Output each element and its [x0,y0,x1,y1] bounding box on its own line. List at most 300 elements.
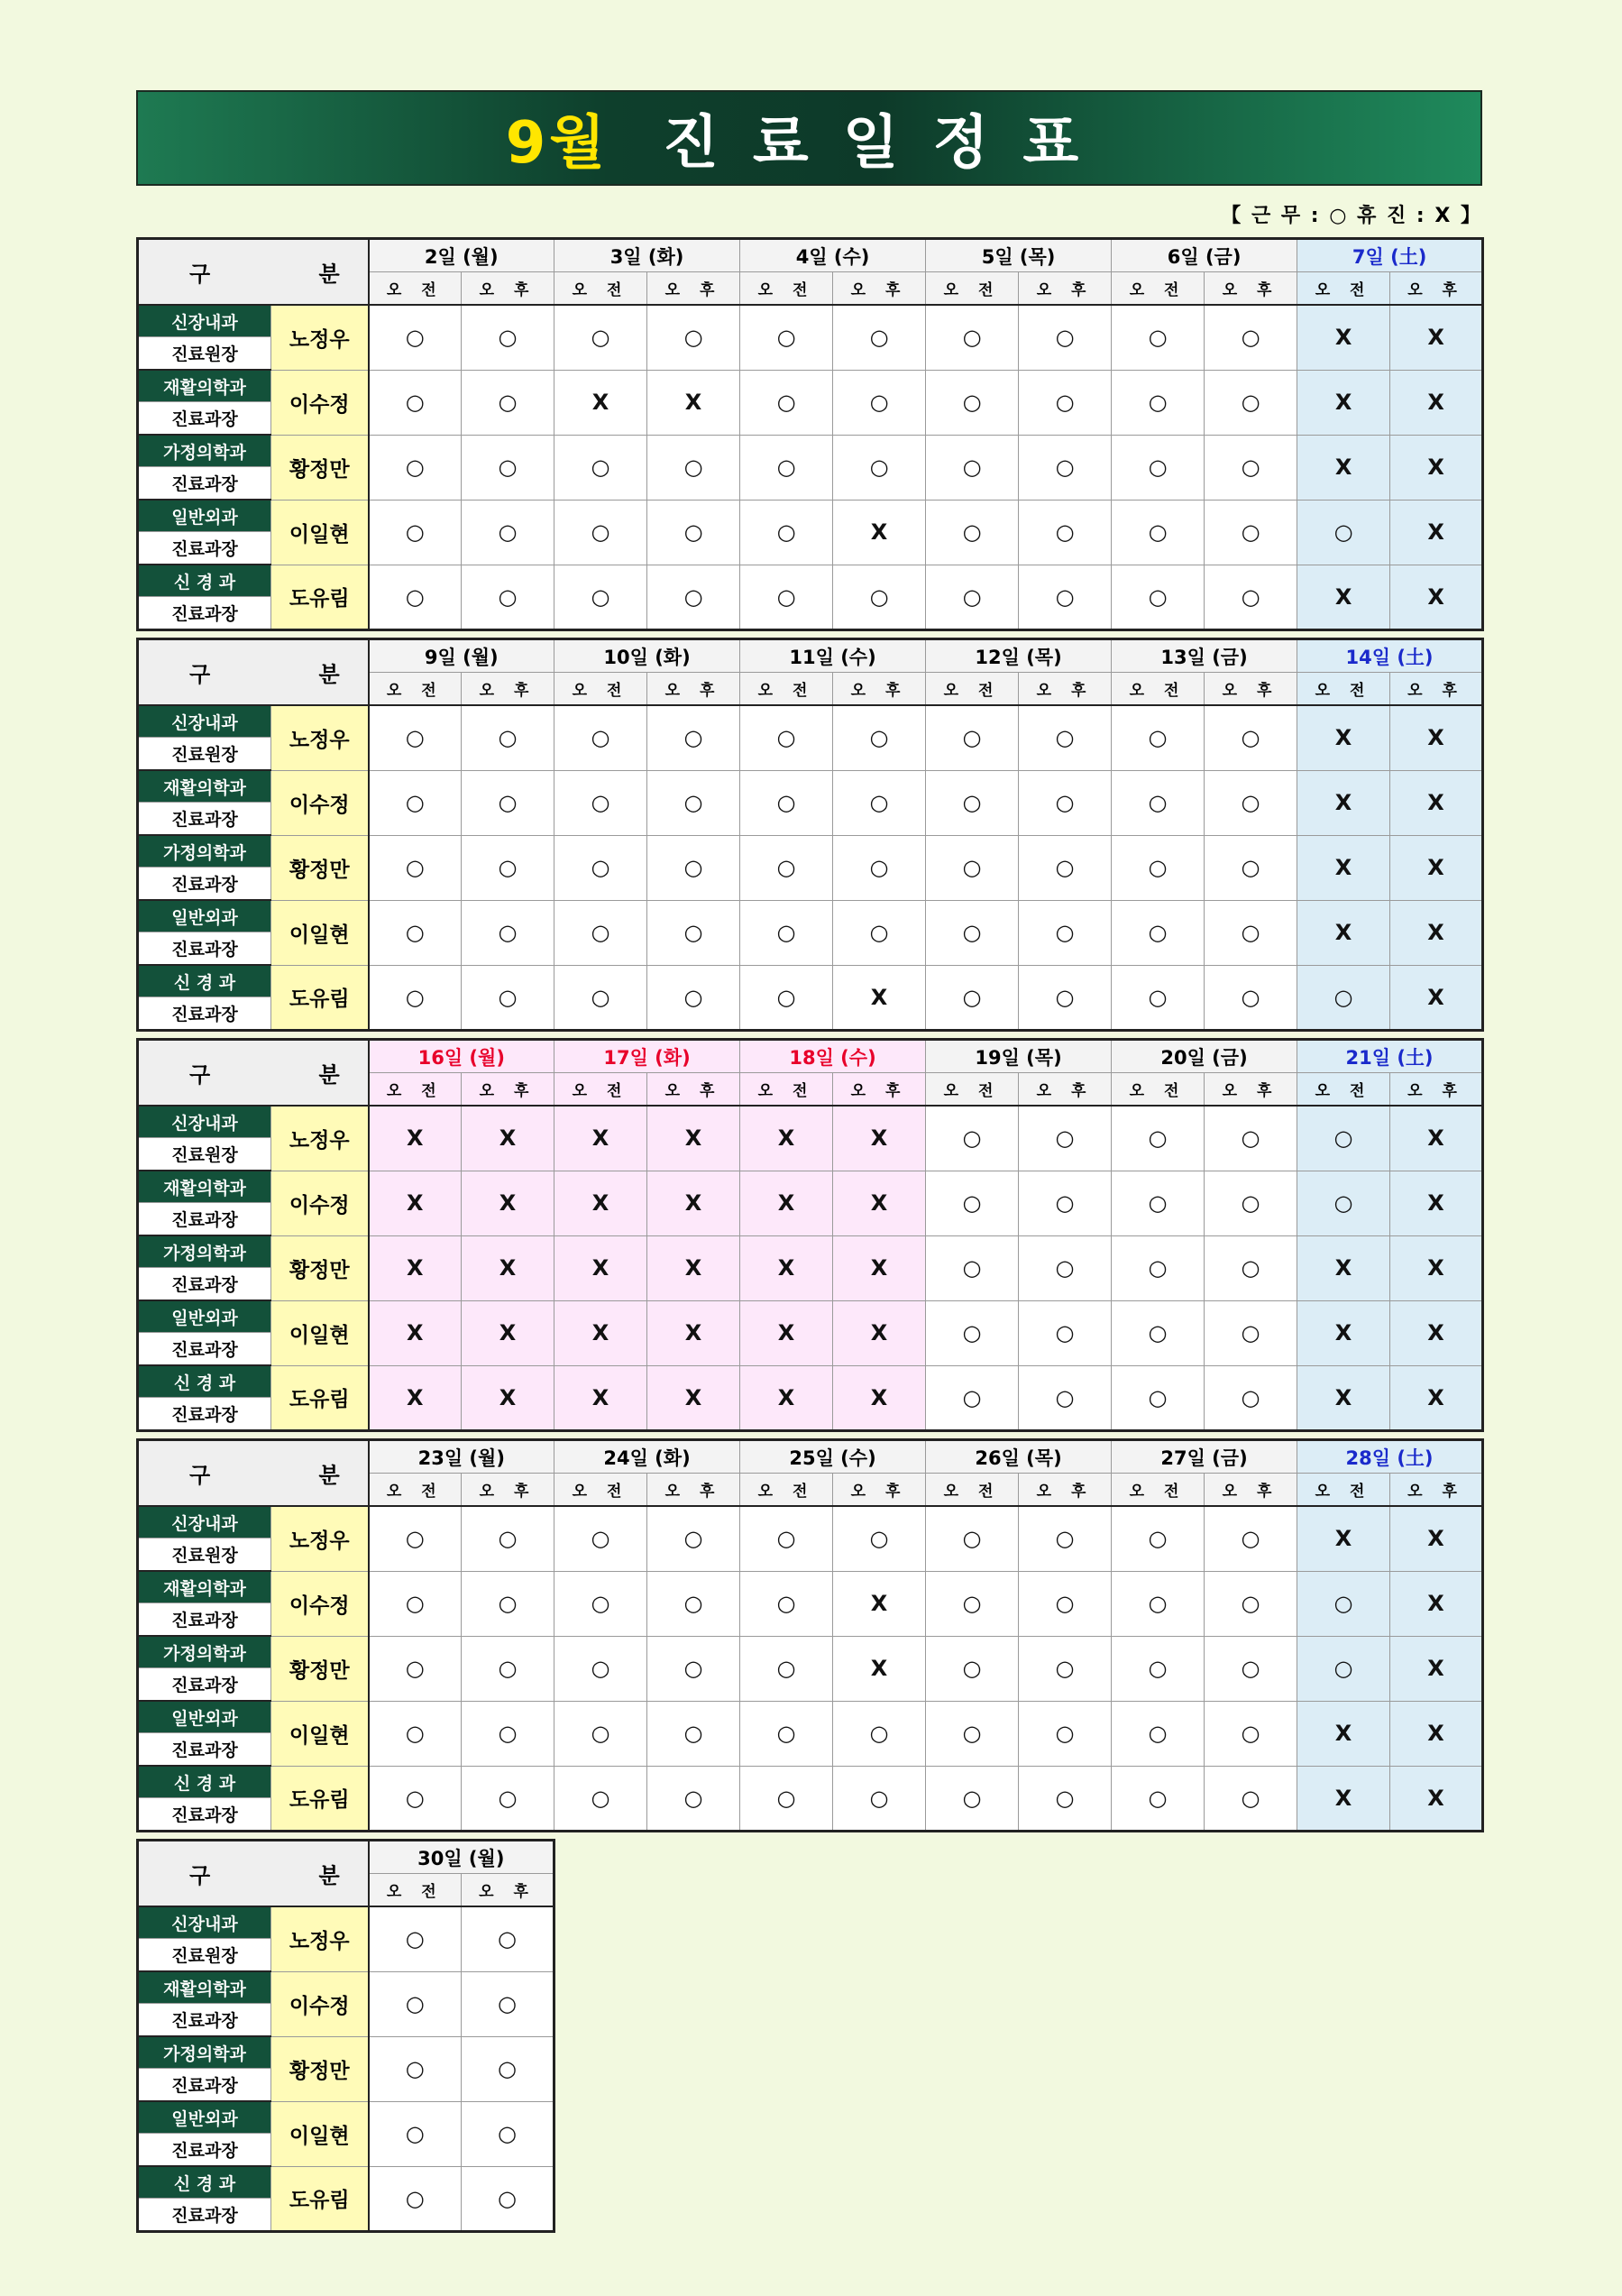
am-header: 오 전 [369,1874,462,1907]
schedule-mark: ○ [554,900,647,965]
schedule-mark: ○ [1019,1701,1112,1766]
pm-header: 오 후 [1205,272,1297,306]
schedule-mark: ○ [1019,965,1112,1031]
schedule-mark: ○ [1205,1636,1297,1701]
schedule-mark: ○ [647,1701,740,1766]
day-header: 27일 (금) [1112,1440,1297,1474]
schedule-mark: ○ [647,305,740,370]
schedule-mark: ○ [369,565,462,630]
doctor-name: 이수정 [271,770,369,835]
schedule-mark: X [1390,1571,1483,1636]
position-label: 진료과장 [138,1203,271,1236]
am-header: 오 전 [1297,272,1390,306]
schedule-mark: ○ [1297,1636,1390,1701]
schedule-mark: ○ [647,500,740,565]
day-header: 26일 (목) [926,1440,1112,1474]
schedule-mark: ○ [369,965,462,1031]
schedule-mark: ○ [1205,370,1297,435]
schedule-mark: X [1297,305,1390,370]
am-header: 오 전 [369,673,462,706]
schedule-mark: X [462,1365,554,1431]
schedule-mark: ○ [1112,500,1205,565]
department-label: 가정의학과 [138,835,271,868]
schedule-mark: ○ [926,1300,1019,1365]
position-label: 진료과장 [138,2069,271,2102]
am-header: 오 전 [740,272,833,306]
schedule-mark: ○ [554,835,647,900]
position-label: 진료원장 [138,1138,271,1171]
title-month: 9월 [505,110,609,177]
schedule-mark: X [1297,1235,1390,1300]
day-header: 19일 (목) [926,1040,1112,1073]
department-label: 신장내과 [138,705,271,738]
schedule-mark: ○ [1019,770,1112,835]
week-table [136,1438,1484,1832]
position-label: 진료과장 [138,2134,271,2167]
schedule-mark: ○ [740,435,833,500]
am-header: 오 전 [1297,673,1390,706]
schedule-mark: ○ [1205,900,1297,965]
schedule-mark: ○ [554,965,647,1031]
schedule-mark: ○ [462,2101,554,2166]
week-table [136,638,1484,1032]
schedule-mark: ○ [926,965,1019,1031]
schedule-mark: ○ [1112,965,1205,1031]
department-label: 일반외과 [138,900,271,932]
schedule-mark: ○ [369,2036,462,2101]
schedule-mark: X [1390,1766,1483,1832]
doctor-name: 노정우 [271,705,369,770]
day-header: 7일 (土) [1297,239,1483,272]
schedule-mark: ○ [1112,705,1205,770]
schedule-mark: X [1297,705,1390,770]
gubun-header: 구 분 [138,1440,369,1507]
schedule-mark: ○ [647,435,740,500]
schedule-mark: ○ [462,305,554,370]
schedule-mark: ○ [833,900,926,965]
department-label: 신장내과 [138,305,271,337]
schedule-mark: X [1390,770,1483,835]
day-header: 24일 (화) [554,1440,740,1474]
position-label: 진료과장 [138,1268,271,1301]
schedule-mark: ○ [369,770,462,835]
doctor-name: 이수정 [271,1171,369,1235]
day-header: 13일 (금) [1112,639,1297,673]
pm-header: 오 후 [833,1474,926,1507]
am-header: 오 전 [369,272,462,306]
schedule-mark: ○ [1019,370,1112,435]
schedule-mark: ○ [369,435,462,500]
pm-header: 오 후 [1019,272,1112,306]
schedule-mark: ○ [462,965,554,1031]
pm-header: 오 후 [462,1874,554,1907]
schedule-mark: ○ [1205,1766,1297,1832]
schedule-mark: ○ [1019,1300,1112,1365]
day-header: 30일 (월) [369,1841,554,1874]
department-label: 일반외과 [138,1701,271,1733]
am-header: 오 전 [926,1073,1019,1107]
schedule-mark: ○ [740,1636,833,1701]
schedule-mark: X [1297,1506,1390,1571]
schedule-mark: ○ [369,1636,462,1701]
am-header: 오 전 [554,1073,647,1107]
schedule-mark: ○ [1112,900,1205,965]
schedule-mark: X [833,1171,926,1235]
pm-header: 오 후 [462,272,554,306]
schedule-mark: X [833,1300,926,1365]
am-header: 오 전 [554,673,647,706]
page-title: 진료일정표 [663,110,1113,177]
schedule-mark: ○ [462,565,554,630]
day-header: 9일 (월) [369,639,554,673]
schedule-mark: ○ [1112,835,1205,900]
day-header: 10일 (화) [554,639,740,673]
am-header: 오 전 [740,673,833,706]
doctor-name: 황정만 [271,2036,369,2101]
am-header: 오 전 [926,272,1019,306]
schedule-mark: X [1390,1235,1483,1300]
schedule-mark: ○ [1112,1365,1205,1431]
schedule-mark: ○ [554,1636,647,1701]
doctor-name: 노정우 [271,1506,369,1571]
doctor-name: 이일현 [271,1300,369,1365]
day-header: 2일 (월) [369,239,554,272]
schedule-mark: ○ [1112,1235,1205,1300]
department-label: 가정의학과 [138,1235,271,1268]
schedule-mark: X [462,1235,554,1300]
schedule-mark: ○ [833,835,926,900]
schedule-mark: X [833,1235,926,1300]
schedule-mark: X [369,1235,462,1300]
am-header: 오 전 [1112,673,1205,706]
schedule-mark: ○ [833,770,926,835]
pm-header: 오 후 [462,673,554,706]
department-label: 신 경 과 [138,1766,271,1798]
schedule-mark: ○ [554,705,647,770]
pm-header: 오 후 [1205,1073,1297,1107]
schedule-mark: ○ [647,965,740,1031]
department-label: 재활의학과 [138,1171,271,1203]
gubun-header: 구 분 [138,1841,369,1907]
department-label: 가정의학과 [138,2036,271,2069]
schedule-mark: X [369,1365,462,1431]
schedule-mark: ○ [1112,1571,1205,1636]
pm-header: 오 후 [1019,673,1112,706]
schedule-mark: X [647,1171,740,1235]
schedule-mark: ○ [1205,305,1297,370]
schedule-mark: ○ [926,1506,1019,1571]
schedule-mark: ○ [1205,1365,1297,1431]
schedule-mark: ○ [1205,435,1297,500]
am-header: 오 전 [1112,1474,1205,1507]
schedule-mark: ○ [926,1701,1019,1766]
schedule-mark: X [1390,565,1483,630]
pm-header: 오 후 [1390,1073,1483,1107]
schedule-mark: ○ [740,1506,833,1571]
schedule-mark: X [554,370,647,435]
schedule-mark: ○ [647,1636,740,1701]
schedule-mark: ○ [462,770,554,835]
am-header: 오 전 [1112,1073,1205,1107]
department-label: 가정의학과 [138,1636,271,1668]
position-label: 진료과장 [138,1733,271,1767]
position-label: 진료과장 [138,467,271,501]
schedule-mark: ○ [833,305,926,370]
position-label: 진료과장 [138,2004,271,2037]
schedule-mark: ○ [833,565,926,630]
schedule-mark: ○ [926,900,1019,965]
schedule-mark: ○ [369,370,462,435]
schedule-mark: ○ [647,835,740,900]
schedule-mark: ○ [1205,565,1297,630]
schedule-mark: ○ [554,500,647,565]
schedule-mark: ○ [740,1701,833,1766]
schedule-mark: ○ [1019,565,1112,630]
schedule-mark: X [1297,435,1390,500]
schedule-mark: ○ [369,305,462,370]
schedule-mark: X [1297,565,1390,630]
schedule-mark: X [1390,1701,1483,1766]
doctor-name: 도유림 [271,1365,369,1431]
schedule-mark: X [647,1300,740,1365]
legend: 【 근 무 : ○ 휴 진 : X 】 [1221,205,1482,227]
schedule-mark: ○ [833,1506,926,1571]
position-label: 진료과장 [138,1603,271,1637]
department-label: 일반외과 [138,2101,271,2134]
am-header: 오 전 [926,673,1019,706]
doctor-name: 노정우 [271,1906,369,1971]
schedule-mark: ○ [1297,965,1390,1031]
position-label: 진료원장 [138,738,271,771]
schedule-mark: X [462,1171,554,1235]
department-label: 가정의학과 [138,435,271,467]
position-label: 진료원장 [138,337,271,371]
schedule-mark: X [740,1235,833,1300]
schedule-mark: ○ [1112,1300,1205,1365]
doctor-name: 노정우 [271,1106,369,1171]
day-header: 5일 (목) [926,239,1112,272]
schedule-mark: ○ [1205,500,1297,565]
day-header: 11일 (수) [740,639,926,673]
schedule-mark: ○ [926,1106,1019,1171]
doctor-name: 이일현 [271,900,369,965]
department-label: 일반외과 [138,500,271,532]
schedule-mark: ○ [1112,1506,1205,1571]
position-label: 진료과장 [138,803,271,836]
pm-header: 오 후 [647,673,740,706]
schedule-mark: ○ [1205,1235,1297,1300]
schedule-mark: ○ [462,2166,554,2232]
department-label: 신장내과 [138,1506,271,1538]
pm-header: 오 후 [1390,673,1483,706]
schedule-mark: X [554,1171,647,1235]
schedule-mark: ○ [1205,1506,1297,1571]
pm-header: 오 후 [1390,272,1483,306]
schedule-mark: ○ [369,2166,462,2232]
schedule-mark: ○ [1019,1106,1112,1171]
schedule-mark: ○ [462,1906,554,1971]
schedule-mark: ○ [1019,1365,1112,1431]
schedule-mark: ○ [833,370,926,435]
schedule-mark: ○ [926,835,1019,900]
schedule-mark: ○ [647,565,740,630]
schedule-mark: ○ [1019,835,1112,900]
schedule-mark: ○ [462,1701,554,1766]
schedule-mark: ○ [1205,1571,1297,1636]
schedule-mark: ○ [369,900,462,965]
schedule-mark: ○ [554,1701,647,1766]
pm-header: 오 후 [1205,1474,1297,1507]
schedule-mark: ○ [1205,1171,1297,1235]
schedule-mark: X [1297,1365,1390,1431]
schedule-mark: X [1297,1300,1390,1365]
schedule-mark: ○ [554,305,647,370]
day-header: 23일 (월) [369,1440,554,1474]
schedule-mark: X [1390,1300,1483,1365]
schedule-mark: ○ [369,705,462,770]
title-banner [136,90,1482,186]
schedule-mark: X [647,1235,740,1300]
schedule-mark: ○ [1019,1235,1112,1300]
schedule-mark: ○ [1019,705,1112,770]
schedule-mark: ○ [740,565,833,630]
pm-header: 오 후 [1019,1073,1112,1107]
schedule-mark: ○ [369,1766,462,1832]
schedule-mark: ○ [1112,1636,1205,1701]
schedule-mark: X [740,1300,833,1365]
schedule-mark: ○ [647,1506,740,1571]
pm-header: 오 후 [833,1073,926,1107]
department-label: 재활의학과 [138,370,271,402]
schedule-mark: ○ [740,1571,833,1636]
doctor-name: 이일현 [271,1701,369,1766]
schedule-mark: ○ [740,965,833,1031]
pm-header: 오 후 [833,673,926,706]
schedule-mark: ○ [1205,965,1297,1031]
pm-header: 오 후 [462,1073,554,1107]
schedule-mark: ○ [554,770,647,835]
week-table [136,1839,555,2233]
schedule-mark: ○ [462,370,554,435]
schedule-mark: ○ [1112,1171,1205,1235]
doctor-name: 이수정 [271,1571,369,1636]
department-label: 신 경 과 [138,1365,271,1398]
schedule-mark: ○ [554,1766,647,1832]
position-label: 진료과장 [138,868,271,901]
am-header: 오 전 [740,1073,833,1107]
schedule-mark: ○ [740,900,833,965]
schedule-mark: ○ [1019,1571,1112,1636]
schedule-mark: X [1390,1506,1483,1571]
schedule-mark: ○ [833,1701,926,1766]
schedule-mark: X [1390,500,1483,565]
department-label: 재활의학과 [138,1971,271,2004]
schedule-mark: ○ [369,1971,462,2036]
department-label: 재활의학과 [138,770,271,803]
schedule-mark: ○ [369,835,462,900]
day-header: 21일 (土) [1297,1040,1483,1073]
pm-header: 오 후 [1205,673,1297,706]
schedule-mark: ○ [1019,900,1112,965]
schedule-mark: ○ [1112,1766,1205,1832]
schedule-mark: ○ [926,1171,1019,1235]
am-header: 오 전 [1297,1073,1390,1107]
schedule-mark: ○ [833,1766,926,1832]
doctor-name: 황정만 [271,1235,369,1300]
schedule-mark: ○ [1297,500,1390,565]
schedule-mark: ○ [369,1906,462,1971]
schedule-mark: ○ [926,370,1019,435]
schedule-mark: X [369,1171,462,1235]
schedule-mark: X [833,1636,926,1701]
position-label: 진료과장 [138,932,271,966]
schedule-mark: X [1390,835,1483,900]
schedule-mark: ○ [1019,1636,1112,1701]
schedule-mark: ○ [1297,1106,1390,1171]
schedule-mark: X [1390,370,1483,435]
schedule-mark: ○ [1019,500,1112,565]
schedule-mark: ○ [1019,435,1112,500]
schedule-mark: X [1390,435,1483,500]
am-header: 오 전 [554,1474,647,1507]
schedule-mark: X [740,1106,833,1171]
schedule-mark: ○ [647,1766,740,1832]
schedule-mark: ○ [740,500,833,565]
schedule-mark: ○ [462,705,554,770]
schedule-mark: X [1297,835,1390,900]
department-label: 일반외과 [138,1300,271,1333]
position-label: 진료과장 [138,1398,271,1431]
day-header: 14일 (土) [1297,639,1483,673]
department-label: 신 경 과 [138,565,271,597]
position-label: 진료원장 [138,1939,271,1972]
schedule-mark: ○ [369,2101,462,2166]
schedule-mark: X [462,1106,554,1171]
doctor-name: 노정우 [271,305,369,370]
schedule-mark: ○ [926,305,1019,370]
schedule-mark: X [369,1106,462,1171]
am-header: 오 전 [1297,1474,1390,1507]
doctor-name: 이수정 [271,370,369,435]
doctor-name: 도유림 [271,2166,369,2232]
schedule-mark: ○ [1112,565,1205,630]
pm-header: 오 후 [647,272,740,306]
schedule-mark: ○ [1112,305,1205,370]
schedule-mark: ○ [926,770,1019,835]
schedule-mark: ○ [1205,770,1297,835]
schedule-mark: X [647,1365,740,1431]
week-table [136,1038,1484,1432]
department-label: 신장내과 [138,1106,271,1138]
day-header: 6일 (금) [1112,239,1297,272]
schedule-mark: ○ [369,1506,462,1571]
day-header: 3일 (화) [554,239,740,272]
schedule-mark: ○ [926,565,1019,630]
am-header: 오 전 [369,1474,462,1507]
day-header: 20일 (금) [1112,1040,1297,1073]
schedule-mark: X [1297,1766,1390,1832]
am-header: 오 전 [369,1073,462,1107]
schedule-mark: ○ [1205,705,1297,770]
schedule-mark: ○ [1297,1571,1390,1636]
schedule-mark: X [1390,1106,1483,1171]
schedule-mark: X [1390,1636,1483,1701]
position-label: 진료과장 [138,1798,271,1832]
schedule-mark: ○ [926,1636,1019,1701]
schedule-mark: X [833,965,926,1031]
schedule-mark: ○ [554,1506,647,1571]
pm-header: 오 후 [647,1474,740,1507]
